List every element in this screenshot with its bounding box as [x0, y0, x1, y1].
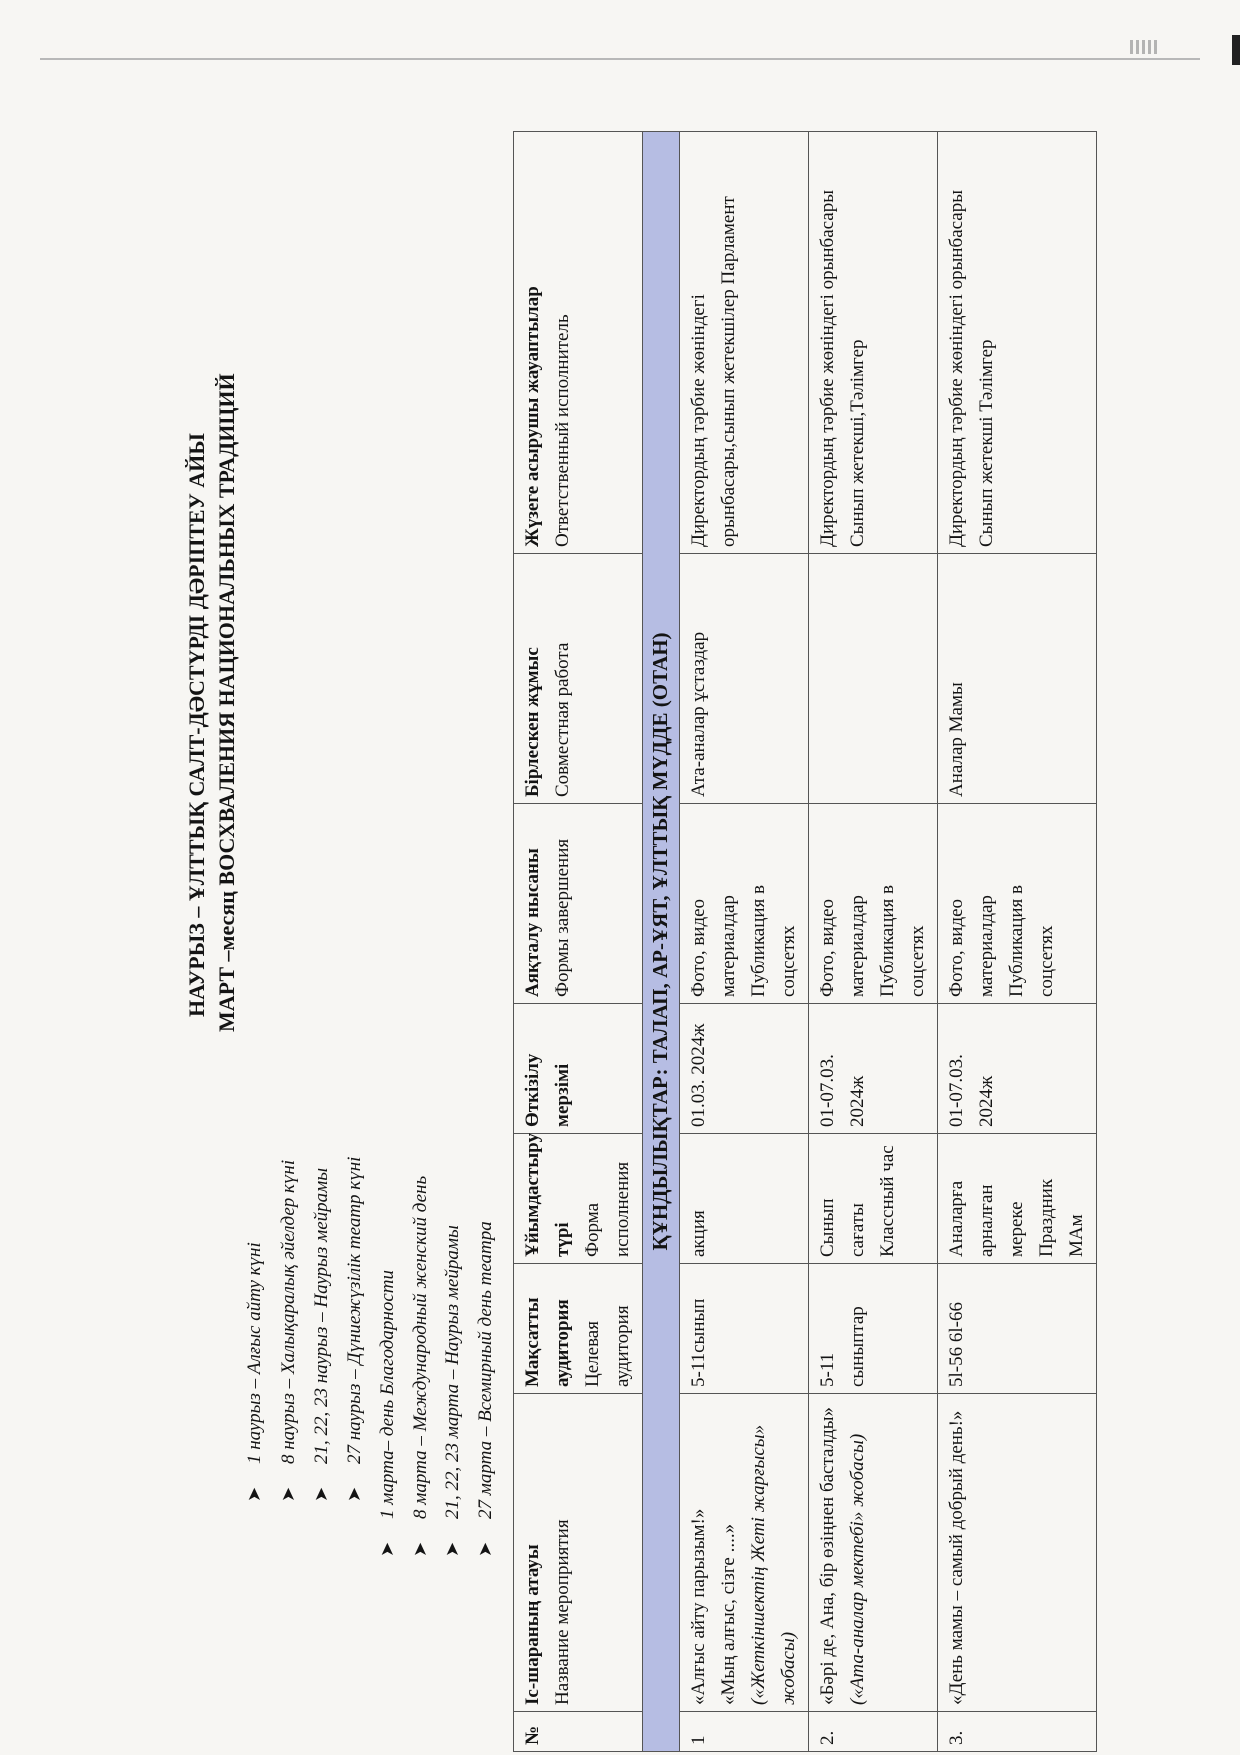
arrow-bullet-icon: ➤	[442, 1541, 462, 1557]
header-name: Іс-шараның атауы Название мероприятия	[514, 1394, 643, 1712]
row-completion: Фото, видео материалдар Публикация в соцсетях	[809, 804, 938, 1004]
event-kz-3: ➤21, 22, 23 наурыз – Наурыз мейрамы	[311, 1167, 332, 1502]
table-row	[938, 132, 1097, 1752]
rotated-page	[0, 32, 1118, 1752]
arrow-bullet-icon: ➤	[278, 1486, 298, 1502]
document-title-ru: МАРТ –месяц ВОСХВАЛЕНИЯ НАЦИОНАЛЬНЫХ ТРАДИЦИЙ	[214, 373, 239, 1032]
row-num: 1	[680, 1712, 809, 1752]
scan-edge-mark	[1232, 35, 1240, 65]
row-completion: Фото, видео материалдар Публикация в соцсетях	[680, 804, 809, 1004]
header-joint: Бірлескен жұмыс Совместная работа	[514, 554, 643, 804]
row-num: 3.	[938, 1712, 1097, 1752]
event-ru-3: ➤21, 22, 23 марта – Наурыз мейрамы	[442, 1225, 463, 1557]
header-form: Ұйымдастыру түрі Форма исполнения	[514, 1134, 643, 1264]
event-kz-4: ➤27 наурыз – Дүниежүзілік театр күні	[344, 1156, 365, 1502]
header-date: Өткізілу мерзімі	[514, 1004, 643, 1134]
row-date: 01.03. 2024ж	[680, 1004, 809, 1134]
row-audience: 5-11 сыныптар	[809, 1264, 938, 1394]
arrow-bullet-icon: ➤	[475, 1541, 495, 1557]
header-audience: Мақсатты аудитория Целевая аудитория	[514, 1264, 643, 1394]
arrow-bullet-icon: ➤	[410, 1541, 430, 1557]
arrow-bullet-icon: ➤	[344, 1486, 364, 1502]
header-num: №	[514, 1712, 643, 1752]
row-joint: Аналар Мамы	[938, 554, 1097, 804]
arrow-bullet-icon: ➤	[311, 1486, 331, 1502]
row-name: «Алғыс айту парызым!» «Мың алғыс, сізге ....» («Жеткіншектің Жеті жарғысы» жобасы)	[680, 1394, 809, 1712]
row-joint: Ата-аналар ұстаздар	[680, 554, 809, 804]
section-title: ҚҰНДЫЛЫҚТАР: ТАЛАП, АР-ҰЯТ, ҰЛТТЫҚ МҮДДЕ (ОТАН)	[643, 132, 680, 1752]
scan-artifact	[1130, 40, 1160, 54]
row-date: 01-07.03. 2024ж	[809, 1004, 938, 1134]
row-form: акция	[680, 1134, 809, 1264]
row-responsible: Директордың тәрбие жөніндегі орынбасары Сынып жетекші,Тәлімгер	[809, 132, 938, 554]
row-audience: 5-11сынып	[680, 1264, 809, 1394]
section-row	[643, 132, 680, 1752]
row-completion: Фото, видео материалдар Публикация в соцсетях	[938, 804, 1097, 1004]
header-completion: Аяқталу нысаны Формы завершения	[514, 804, 643, 1004]
event-kz-1: ➤1 наурыз – Алғыс айту күні	[244, 1242, 265, 1502]
arrow-bullet-icon: ➤	[244, 1486, 264, 1502]
event-ru-4: ➤27 марта – Всемирный день театра	[475, 1221, 496, 1557]
row-joint	[809, 554, 938, 804]
row-name: «Бәрі де, Ана, бір өзіңнен басталды» («Ата-аналар мектебі» жобасы)	[809, 1394, 938, 1712]
events-plan-table	[513, 131, 1097, 1752]
document-title-kz: НАУРЫЗ – ҰЛТТЫҚ САЛТ-ДӘСТҮРДІ ДӘРІПТЕУ АЙЫ	[184, 433, 209, 1017]
table-row	[809, 132, 938, 1752]
row-responsible: Директордың тәрбие жөніндегі орынбасары Сынып жетекші Тәлімгер	[938, 132, 1097, 554]
row-form: Аналарға арналған мереке Праздник МАм	[938, 1134, 1097, 1264]
header-responsible: Жүзеге асырушы жауаптылар Ответственный исполнитель	[514, 132, 643, 554]
table-header-row	[514, 132, 643, 1752]
row-name: «День мамы – самый добрый день!»	[938, 1394, 1097, 1712]
event-kz-2: ➤8 наурыз – Халықаралық әйелдер күні	[278, 1159, 299, 1502]
arrow-bullet-icon: ➤	[377, 1541, 397, 1557]
row-date: 01-07.03. 2024ж	[938, 1004, 1097, 1134]
row-audience: 5l-56 6l-66	[938, 1264, 1097, 1394]
table-row	[680, 132, 809, 1752]
row-form: Сынып сағаты Классный час	[809, 1134, 938, 1264]
row-num: 2.	[809, 1712, 938, 1752]
event-ru-1: ➤1 марта– день Благодарности	[377, 1269, 398, 1557]
row-responsible: Директордың тәрбие жөніндегі орынбасары,сынып жетекшілер Парламент	[680, 132, 809, 554]
event-ru-2: ➤8 марта – Международный женский день	[410, 1175, 431, 1557]
